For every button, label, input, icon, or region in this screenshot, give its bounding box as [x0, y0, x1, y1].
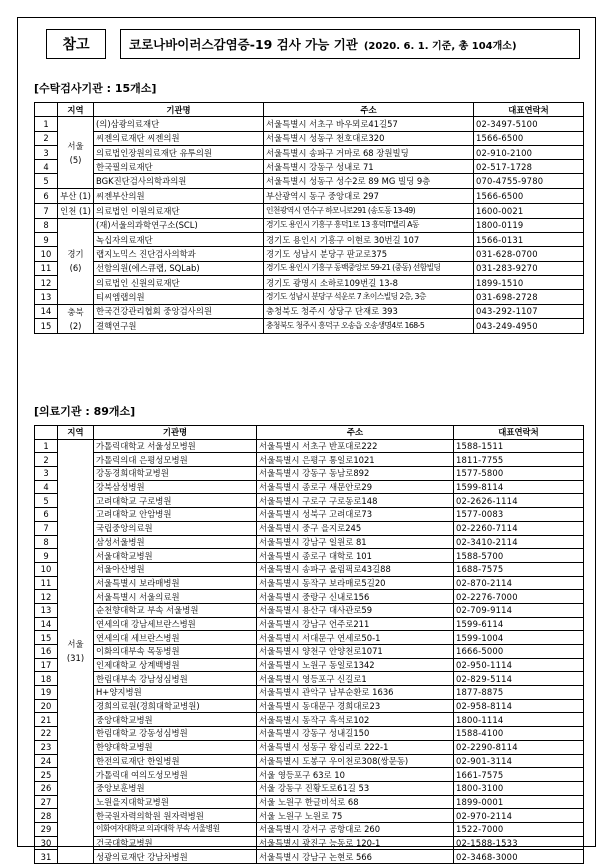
address: 서울특별시 종로구 새문안로29 — [257, 480, 454, 494]
table-row — [35, 631, 584, 645]
address: 서울특별시 강남구 논현로 566 — [257, 850, 454, 864]
institution-name: 서울특별시 보라매병원 — [94, 576, 257, 590]
phone-number: 1800-0119 — [474, 218, 584, 232]
table-row — [35, 850, 584, 864]
institution-name: 강북삼성병원 — [94, 480, 257, 494]
address: 서울특별시 성동구 천호대로320 — [264, 131, 474, 145]
row-number: 3 — [35, 467, 58, 481]
institution-name: 선함의원(에스큐랩, SQLab) — [94, 261, 264, 275]
phone-number: 02-709-9114 — [454, 603, 584, 617]
address: 서울특별시 동작구 흑석로102 — [257, 713, 454, 727]
row-number: 4 — [35, 160, 58, 174]
institution-name: 연세의대 강남세브란스병원 — [94, 617, 257, 631]
row-number: 14 — [35, 304, 58, 319]
address: 서울특별시 송파구 올림픽로43길88 — [257, 562, 454, 576]
table-row — [35, 549, 584, 563]
row-number: 13 — [35, 290, 58, 304]
table-row — [35, 672, 584, 686]
institution-name: 중앙보훈병원 — [94, 781, 257, 795]
table-row — [35, 686, 584, 700]
column-header: 대표연락처 — [454, 426, 584, 440]
table-row — [35, 535, 584, 549]
phone-number: 02-3410-2114 — [454, 535, 584, 549]
column-header: 대표연락처 — [474, 103, 584, 117]
table-row — [35, 188, 584, 203]
table-row — [35, 521, 584, 535]
row-number: 7 — [35, 203, 58, 218]
column-header — [35, 103, 58, 117]
institution-name: 한국필의료재단 — [94, 160, 264, 174]
column-header: 기관명 — [94, 103, 264, 117]
table-row — [35, 795, 584, 809]
document-title: 코로나바이러스감염증-19 검사 가능 기관 — [129, 37, 358, 52]
table-row — [35, 275, 584, 289]
institution-name: 녹십자의료재단 — [94, 233, 264, 247]
row-number: 11 — [35, 261, 58, 275]
address: 서울특별시 동작구 보라매로5길20 — [257, 576, 454, 590]
table-row — [35, 645, 584, 659]
phone-number: 1599-8114 — [454, 480, 584, 494]
row-number: 9 — [35, 233, 58, 247]
row-number: 2 — [35, 453, 58, 467]
address: 서울 노원구 노원로 75 — [257, 809, 454, 823]
phone-number: 1666-5000 — [454, 645, 584, 659]
row-number: 30 — [35, 836, 58, 850]
address: 서울특별시 광진구 능동로 120-1 — [257, 836, 454, 850]
row-number: 12 — [35, 275, 58, 289]
table-row — [35, 508, 584, 522]
institution-name: 경희의료원(경희대학교병원) — [94, 699, 257, 713]
table-row — [35, 480, 584, 494]
row-number: 29 — [35, 822, 58, 836]
phone-number: 1599-6114 — [454, 617, 584, 631]
phone-number: 1599-1004 — [454, 631, 584, 645]
column-header: 지역 — [58, 426, 94, 440]
row-number: 23 — [35, 740, 58, 754]
table-row — [35, 562, 584, 576]
phone-number: 1800-1114 — [454, 713, 584, 727]
region-cell: 충북 (2) — [58, 304, 94, 333]
address: 서울특별시 강서구 공항대로 260 — [257, 822, 454, 836]
institution-name: 중앙대학교병원 — [94, 713, 257, 727]
address: 서울특별시 성동구 성수2로 89 MG 빌딩 9층 — [264, 174, 474, 188]
table-row — [35, 160, 584, 174]
row-number: 28 — [35, 809, 58, 823]
testing-labs-table — [34, 102, 584, 334]
institution-name: 이화여자대학교 의과대학 부속 서울병원 — [94, 822, 257, 836]
institution-name: 한전의료재단 한일병원 — [94, 754, 257, 768]
table-row — [35, 494, 584, 508]
row-number: 7 — [35, 521, 58, 535]
address: 경기도 광명시 소하로109번길 13-8 — [264, 275, 474, 289]
phone-number: 1588-5700 — [454, 549, 584, 563]
address: 서울특별시 영등포구 신길로1 — [257, 672, 454, 686]
phone-number: 02-2626-1114 — [454, 494, 584, 508]
institution-name: 랩지노믹스 진단검사의학과 — [94, 247, 264, 261]
table-row — [35, 174, 584, 188]
region-cell: 부산 (1) — [58, 188, 94, 203]
phone-number: 031-283-9270 — [474, 261, 584, 275]
address: 인천광역시 연수구 하모니로291 (송도동 13-49) — [264, 203, 474, 218]
address: 서울특별시 양천구 안양천로1071 — [257, 645, 454, 659]
table-row — [35, 319, 584, 334]
row-number: 5 — [35, 174, 58, 188]
institution-name: H+양지병원 — [94, 686, 257, 700]
table-row — [35, 261, 584, 275]
address: 서울 노원구 한글비석로 68 — [257, 795, 454, 809]
column-header: 주소 — [257, 426, 454, 440]
institution-name: 의료법인 신원의료재단 — [94, 275, 264, 289]
column-header: 주소 — [264, 103, 474, 117]
address: 서울특별시 관악구 남부순환로 1636 — [257, 686, 454, 700]
row-number: 26 — [35, 781, 58, 795]
address: 서울특별시 성동구 왕십리로 222-1 — [257, 740, 454, 754]
table-row — [35, 658, 584, 672]
institution-name: 노원을지대학교병원 — [94, 795, 257, 809]
table-row — [35, 699, 584, 713]
document-subtitle: (2020. 6. 1. 기준, 총 104개소) — [363, 40, 517, 52]
phone-number: 02-3468-3000 — [454, 850, 584, 864]
phone-number: 1566-0131 — [474, 233, 584, 247]
address: 경기도 용인시 기흥구 동백중앙로 59-21 (중동) 선함빌딩 — [264, 261, 474, 275]
table-row — [35, 304, 584, 319]
phone-number: 02-958-8114 — [454, 699, 584, 713]
phone-number: 1577-5800 — [454, 467, 584, 481]
table-row — [35, 290, 584, 304]
section-title-medical-institutions: [의료기관 : 89개소] — [34, 405, 136, 418]
table-row — [35, 809, 584, 823]
institution-name: 결핵연구원 — [94, 319, 264, 334]
row-number: 3 — [35, 145, 58, 159]
table-row — [35, 603, 584, 617]
table-row — [35, 617, 584, 631]
phone-number: 02-870-2114 — [454, 576, 584, 590]
address: 서울특별시 강남구 일원로 81 — [257, 535, 454, 549]
row-number: 10 — [35, 562, 58, 576]
phone-number: 02-950-1114 — [454, 658, 584, 672]
table-row — [35, 740, 584, 754]
phone-number: 1899-0001 — [454, 795, 584, 809]
row-number: 2 — [35, 131, 58, 145]
region-cell: 서울 (31) — [58, 439, 94, 863]
institution-name: 씨젠의료재단 씨젠의원 — [94, 131, 264, 145]
address: 경기도 용인시 기흥구 이현로 30번길 107 — [264, 233, 474, 247]
phone-number: 1588-1511 — [454, 439, 584, 453]
row-number: 8 — [35, 535, 58, 549]
institution-name: 강동경희대학교병원 — [94, 467, 257, 481]
row-number: 11 — [35, 576, 58, 590]
row-number: 31 — [35, 850, 58, 864]
column-header: 지역 — [58, 103, 94, 117]
table-row — [35, 590, 584, 604]
phone-number: 031-628-0700 — [474, 247, 584, 261]
row-number: 15 — [35, 319, 58, 334]
row-number: 1 — [35, 439, 58, 453]
phone-number: 1588-4100 — [454, 727, 584, 741]
row-number: 14 — [35, 617, 58, 631]
table-row — [35, 145, 584, 159]
address: 서울특별시 용산구 대사관로59 — [257, 603, 454, 617]
table-row — [35, 131, 584, 145]
phone-number: 02-517-1728 — [474, 160, 584, 174]
address: 서울특별시 도봉구 우이천로308(쌍문동) — [257, 754, 454, 768]
address: 서울특별시 중구 을지로245 — [257, 521, 454, 535]
phone-number: 02-2276-7000 — [454, 590, 584, 604]
institution-name: 삼성서울병원 — [94, 535, 257, 549]
institution-name: 가톨릭의대 은평성모병원 — [94, 453, 257, 467]
phone-number: 043-249-4950 — [474, 319, 584, 334]
phone-number: 070-4755-9780 — [474, 174, 584, 188]
institution-name: 한양대학교병원 — [94, 740, 257, 754]
phone-number: 02-2290-8114 — [454, 740, 584, 754]
address: 서울특별시 종로구 대학로 101 — [257, 549, 454, 563]
region-cell: 인천 (1) — [58, 203, 94, 218]
row-number: 22 — [35, 727, 58, 741]
phone-number: 1566-6500 — [474, 188, 584, 203]
institution-name: 국립중앙의료원 — [94, 521, 257, 535]
address: 경기도 성남시 분당구 석운로 7 초이스빌딩 2층, 3층 — [264, 290, 474, 304]
table-row — [35, 218, 584, 232]
institution-name: 티씨엠랩의원 — [94, 290, 264, 304]
row-number: 18 — [35, 672, 58, 686]
reference-tag: 참고 — [46, 29, 106, 59]
address: 서울특별시 성북구 고려대로73 — [257, 508, 454, 522]
column-header — [35, 426, 58, 440]
table-row — [35, 754, 584, 768]
institution-name: 순천향대학교 부속 서울병원 — [94, 603, 257, 617]
address: 서울특별시 서초구 반포대로222 — [257, 439, 454, 453]
row-number: 6 — [35, 188, 58, 203]
institution-name: 씨젠부산의원 — [94, 188, 264, 203]
phone-number: 1811-7755 — [454, 453, 584, 467]
phone-number: 02-1588-1533 — [454, 836, 584, 850]
table-row — [35, 781, 584, 795]
table-header-row — [35, 103, 584, 117]
row-number: 16 — [35, 645, 58, 659]
row-number: 15 — [35, 631, 58, 645]
institution-name: BGK진단검사의학과의원 — [94, 174, 264, 188]
row-number: 20 — [35, 699, 58, 713]
institution-name: 이화의대부속 목동병원 — [94, 645, 257, 659]
table-row — [35, 453, 584, 467]
phone-number: 1899-1510 — [474, 275, 584, 289]
address: 경기도 성남시 분당구 판교로375 — [264, 247, 474, 261]
address: 서울특별시 서대문구 연세로50-1 — [257, 631, 454, 645]
phone-number: 1688-7575 — [454, 562, 584, 576]
document-title-box — [120, 29, 580, 59]
row-number: 13 — [35, 603, 58, 617]
phone-number: 1600-0021 — [474, 203, 584, 218]
row-number: 12 — [35, 590, 58, 604]
phone-number: 02-901-3114 — [454, 754, 584, 768]
region-cell: 경기 (6) — [58, 218, 94, 304]
phone-number: 02-3497-5100 — [474, 117, 584, 131]
column-header: 기관명 — [94, 426, 257, 440]
institution-name: 건국대학교병원 — [94, 836, 257, 850]
table-row — [35, 713, 584, 727]
institution-name: 인제대학교 상계백병원 — [94, 658, 257, 672]
institution-name: 한림대부속 강남성심병원 — [94, 672, 257, 686]
address: 서울특별시 강남구 언주로211 — [257, 617, 454, 631]
address: 서울특별시 구로구 구로동로148 — [257, 494, 454, 508]
phone-number: 02-829-5114 — [454, 672, 584, 686]
institution-name: 연세의대 세브란스병원 — [94, 631, 257, 645]
institution-name: 한국원자력의학원 원자력병원 — [94, 809, 257, 823]
phone-number: 02-910-2100 — [474, 145, 584, 159]
address: 서울특별시 송파구 거마로 68 장원빌딩 — [264, 145, 474, 159]
phone-number: 043-292-1107 — [474, 304, 584, 319]
row-number: 9 — [35, 549, 58, 563]
address: 서울특별시 노원구 동일로1342 — [257, 658, 454, 672]
row-number: 5 — [35, 494, 58, 508]
address: 서울특별시 중랑구 신내로156 — [257, 590, 454, 604]
address: 서울 강동구 진황도로61길 53 — [257, 781, 454, 795]
institution-name: 의료법인장원의료재단 유투의원 — [94, 145, 264, 159]
phone-number: 02-2260-7114 — [454, 521, 584, 535]
address: 서울특별시 동대문구 경희대로23 — [257, 699, 454, 713]
phone-number: 1877-8875 — [454, 686, 584, 700]
address: 서울특별시 서초구 바우뫼로41길57 — [264, 117, 474, 131]
address: 서울특별시 강동구 성내로 71 — [264, 160, 474, 174]
phone-number: 1661-7575 — [454, 768, 584, 782]
institution-name: 가톨릭대 여의도성모병원 — [94, 768, 257, 782]
row-number: 27 — [35, 795, 58, 809]
row-number: 21 — [35, 713, 58, 727]
table-row — [35, 822, 584, 836]
institution-name: 의료법인 이원의료재단 — [94, 203, 264, 218]
table-row — [35, 727, 584, 741]
table-row — [35, 467, 584, 481]
address: 충청북도 청주시 흥덕구 오송읍 오송생명4로 168-5 — [264, 319, 474, 334]
institution-name: 가톨릭대학교 서울성모병원 — [94, 439, 257, 453]
institution-name: (재)서울의과학연구소(SCL) — [94, 218, 264, 232]
table-row — [35, 233, 584, 247]
row-number: 25 — [35, 768, 58, 782]
medical-institutions-table — [34, 425, 584, 864]
institution-name: 한림대학교 강동성심병원 — [94, 727, 257, 741]
phone-number: 1577-0083 — [454, 508, 584, 522]
row-number: 10 — [35, 247, 58, 261]
table-row — [35, 439, 584, 453]
institution-name: (의)삼광의료재단 — [94, 117, 264, 131]
address: 충청북도 청주시 상당구 단재로 393 — [264, 304, 474, 319]
institution-name: 고려대학교 안암병원 — [94, 508, 257, 522]
address: 경기도 용인시 기흥구 흥덕1로 13 흥덕IT밸리 A동 — [264, 218, 474, 232]
document-page — [17, 17, 596, 862]
table-row — [35, 247, 584, 261]
phone-number: 1522-7000 — [454, 822, 584, 836]
table-row — [35, 117, 584, 131]
row-number: 19 — [35, 686, 58, 700]
row-number: 1 — [35, 117, 58, 131]
phone-number: 02-970-2114 — [454, 809, 584, 823]
section-title-testing-labs: [수탁검사기관 : 15개소] — [34, 82, 157, 95]
table-row — [35, 768, 584, 782]
address: 서울특별시 은평구 통일로1021 — [257, 453, 454, 467]
address: 서울특별시 강동구 동남로892 — [257, 467, 454, 481]
row-number: 6 — [35, 508, 58, 522]
institution-name: 한국건강관리협회 중앙검사의원 — [94, 304, 264, 319]
address: 부산광역시 동구 중앙대로 297 — [264, 188, 474, 203]
institution-name: 성광의료재단 강남차병원 — [94, 850, 257, 864]
institution-name: 서울특별시 서울의료원 — [94, 590, 257, 604]
institution-name: 서울아산병원 — [94, 562, 257, 576]
row-number: 4 — [35, 480, 58, 494]
row-number: 8 — [35, 218, 58, 232]
address: 서울 영등포구 63로 10 — [257, 768, 454, 782]
institution-name: 서울대학교병원 — [94, 549, 257, 563]
institution-name: 고려대학교 구로병원 — [94, 494, 257, 508]
table-row — [35, 836, 584, 850]
table-header-row — [35, 426, 584, 440]
row-number: 17 — [35, 658, 58, 672]
phone-number: 031-698-2728 — [474, 290, 584, 304]
table-row — [35, 576, 584, 590]
row-number: 24 — [35, 754, 58, 768]
phone-number: 1800-3100 — [454, 781, 584, 795]
table-row — [35, 203, 584, 218]
phone-number: 1566-6500 — [474, 131, 584, 145]
address: 서울특별시 강동구 성내길150 — [257, 727, 454, 741]
region-cell: 서울 (5) — [58, 117, 94, 188]
